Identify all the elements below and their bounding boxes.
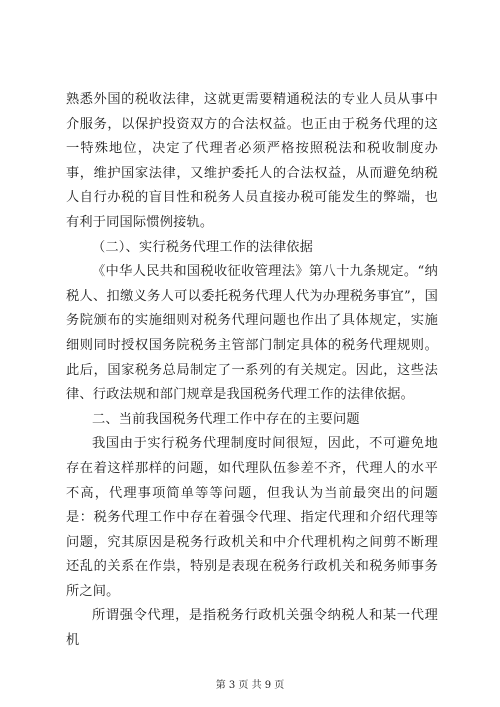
paragraph-forced-agency: 所谓强令代理，是指税务行政机关强令纳税人和某一代理机 xyxy=(66,608,438,649)
section-heading-legal-basis: （二）、实行税务代理工作的法律依据 xyxy=(92,239,313,255)
page-number: 第 3 页 共 9 页 xyxy=(215,680,285,691)
paragraph-continuation: 熟悉外国的税收法律，这就更需要精通税法的专业人员从事中介服务，以保护投资双方的合法权益。也正由于税务代理的这一特殊地位，决定了代理者必须严格按照税法和税收制度办事，维护国家法律，又维护委托人的合法权益，从而避免纳税人自行办税的盲目性和税务人员直接办税可能发生的弊端，也有利于同国际惯例接轨。 xyxy=(66,92,438,230)
paragraph-problems: 我国由于实行税务代理制度时间很短，因此，不可避免地存在着这样那样的问题，如代理队伍参差不齐，代理人的水平不高，代理事项简单等等问题，但我认为当前最突出的问题是：税务代理工作中存在着强令代理、指定代理和介绍代理等问题，究其原因是税务行政机关和中介代理机构之间剪不断理还乱的关系在作祟，特别是表现在税务行政机关和税务师事务所之间。 xyxy=(66,436,438,599)
paragraph-legal-basis: 《中华人民共和国税收征收管理法》第八十九条规定。“纳税人、扣缴义务人可以委托税务代理人代为办理税务事宜”，国务院颁布的实施细则对税务代理问题也作出了具体规定，实施细则同时授权国务院税务主管部门制定具体的税务代理规则。此后，国家税务总局制定了一系列的有关规定。因此，这些法律、行政法规和部门规章是我国税务代理工作的法律依据。 xyxy=(66,264,438,403)
document-body xyxy=(66,88,438,654)
section-heading-main-problems: 二、当前我国税务代理工作中存在的主要问题 xyxy=(92,411,360,427)
